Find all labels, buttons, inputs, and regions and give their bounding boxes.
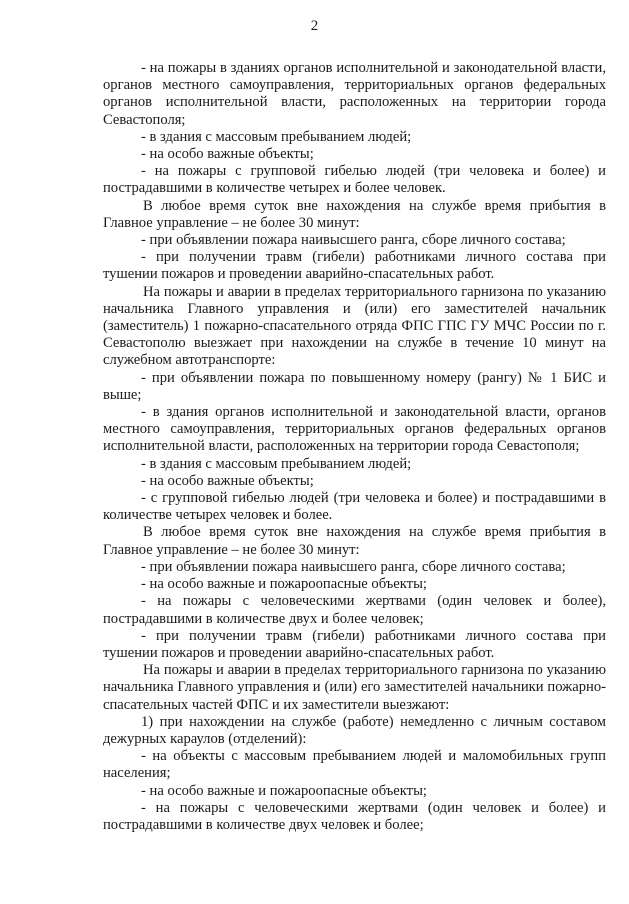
paragraph: - в здания с массовым пребыванием людей; [141,128,412,145]
paragraph: - на особо важные и пожароопасные объекты; [141,782,427,799]
paragraph: - на пожары в зданиях органов исполнительной и законодательной власти, органов местного самоуправления, территориальных органов федеральных органов исполнительной власти, расположенных на территории города Севастополя; [103,60,606,128]
paragraph: - на пожары с человеческими жертвами (один человек и более), пострадавшими в количестве двух и более человек; [103,593,606,627]
paragraph: - при объявлении пожара наивысшего ранга, сборе личного состава; [141,558,566,575]
paragraph: - при получении травм (гибели) работниками личного состава при тушении пожаров и проведении аварийно-спасательных работ. [103,627,606,661]
paragraph: - на особо важные и пожароопасные объекты; [141,576,427,593]
paragraph: - в здания с массовым пребыванием людей; [141,455,412,472]
paragraph: На пожары и аварии в пределах территориального гарнизона по указанию начальника Главного управления и (или) его заместителей начальники пожарно-спасательных частей ФПС и их заместители выезжают: [103,662,606,713]
paragraph: В любое время суток вне нахождения на службе время прибытия в Главное управление – не более 30 минут: [103,197,606,231]
paragraph: - на пожары с человеческими жертвами (один человек и более) и пострадавшими в количестве двух человек и более; [103,799,606,833]
paragraph: На пожары и аварии в пределах территориального гарнизона по указанию начальника Главного управления и (или) его заместителей начальник (заместитель) 1 пожарно-спасательного отряда ФПС ГПС ГУ МЧС России по г. Севастополю выезжает при нахождении на службе в течение 10 минут на служебном автотранспорте: [103,283,606,369]
paragraph: - в здания органов исполнительной и законодательной власти, органов местного самоуправления, территориальных органов федеральных органов исполнительной власти, расположенных на территории города Севастополя; [103,404,606,455]
paragraph: - на пожары с групповой гибелью людей (три человека и более) и пострадавшими в количестве четырех и более человек. [103,163,606,197]
page-number: 2 [310,18,319,34]
paragraph: - на объекты с массовым пребыванием людей и маломобильных групп населения; [103,748,606,782]
paragraph: - при объявлении пожара наивысшего ранга, сборе личного состава; [141,232,566,249]
paragraph: В любое время суток вне нахождения на службе время прибытия в Главное управление – не более 30 минут: [103,524,606,558]
paragraph: - на особо важные объекты; [141,146,314,163]
paragraph: 1) при нахождении на службе (работе) немедленно с личным составом дежурных караулов (отделений): [103,713,606,747]
paragraph: - при объявлении пожара по повышенному номеру (рангу) № 1 БИС и выше; [103,369,606,403]
paragraph: - при получении травм (гибели) работниками личного состава при тушении пожаров и проведении аварийно-спасательных работ. [103,249,606,283]
paragraph: - с групповой гибелью людей (три человека и более) и пострадавшими в количестве четырех человек и более. [103,490,606,524]
document-body [103,60,606,834]
paragraph: - на особо важные объекты; [141,472,314,489]
